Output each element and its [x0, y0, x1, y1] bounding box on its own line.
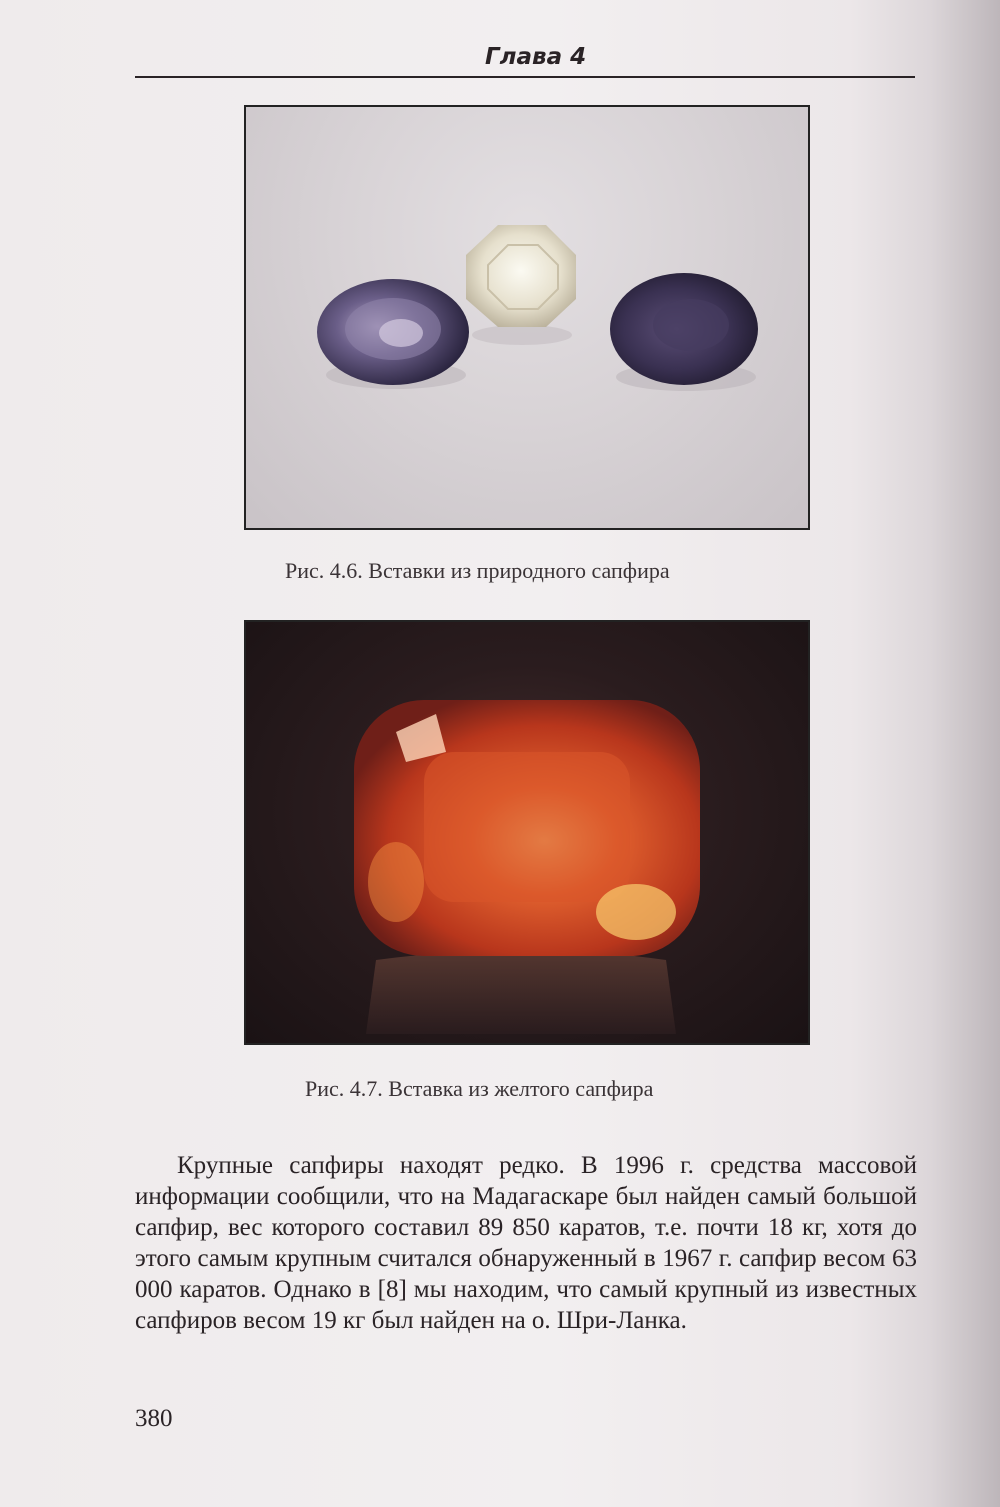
clear-sapphire [466, 225, 576, 327]
body-paragraph: Крупные сапфиры находят редко. В 1996 г. средства массовой информации сообщили, что на Мадагаскаре был найден самый большой сапфир, вес которого составил 89 850 каратов, т.е. почти 18 кг, хотя до этого самым крупным считался обнаруженный в 1967 г. сапфир весом 63 000 каратов. Однако в [8] мы находим, что самый крупный из известных сапфиров весом 19 кг был найден на о. Шри-Ланка. [135, 1152, 917, 1334]
page-number: 380 [135, 1405, 173, 1432]
figure-4-6-caption: Рис. 4.6. Вставки из природного сапфира [285, 558, 670, 583]
figure-4-7-caption: Рис. 4.7. Вставка из желтого сапфира [305, 1076, 654, 1101]
gemstone-photo [246, 622, 808, 1043]
figure-4-6-photo [244, 105, 810, 530]
figure-4-7-photo [244, 620, 810, 1045]
chapter-title: Глава 4 [485, 44, 587, 70]
gemstones-photo [246, 107, 808, 528]
